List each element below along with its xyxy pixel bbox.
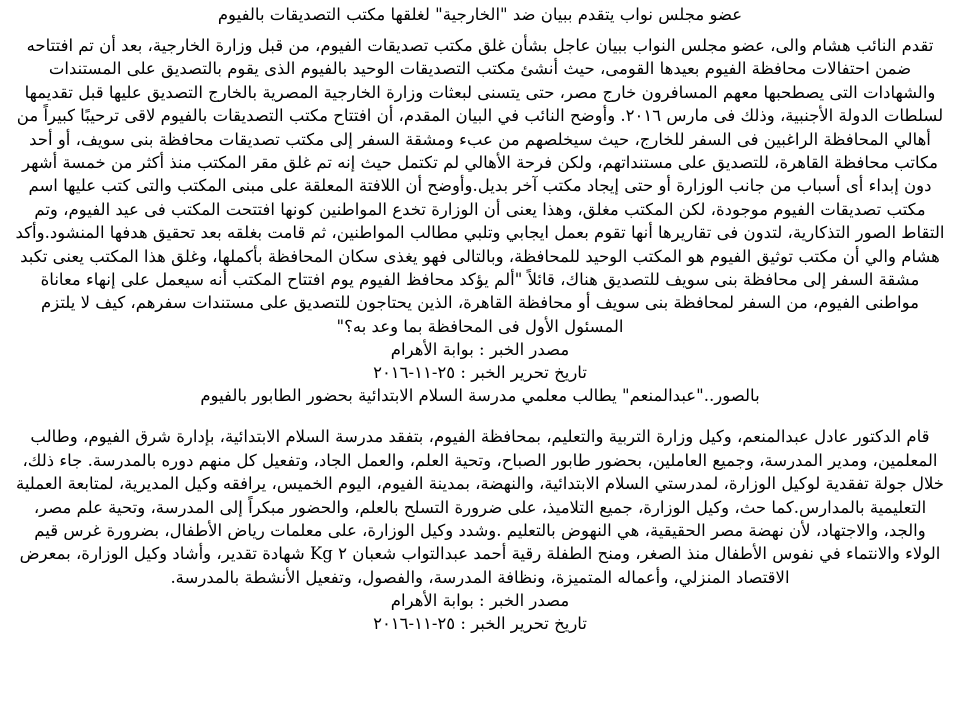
article-date: تاريخ تحرير الخبر : ٢٥-١١-٢٠١٦ bbox=[373, 363, 587, 383]
article-date: تاريخ تحرير الخبر : ٢٥-١١-٢٠١٦ bbox=[373, 614, 587, 634]
article-body: قام الدكتور عادل عبدالمنعم، وكيل وزارة التربية والتعليم، بمحافظة الفيوم، بتفقد مدرسة السلام الابتدائية، بإدارة شرق الفيوم، وطالب المعلمين، ومدير المدرسة، وجميع العاملين، بحضور طابور الصباح، وتحية العلم، والعمل الجاد، وتفعيل كل منهم دوره بالمدرسة. جاء ذلك، خلال جولة تفقدية لوكيل الوزارة، لمدرستي السلام الابتدائية، والنهضة، بمدينة الفيوم، اليوم الخميس، يرافقه وكيل المديرية، لمتابعة العملية التعليمية بالمدارس.كما حث، وكيل الوزارة، جميع التلاميذ، على ضرورة التسلح بالعلم، والحضور مبكراً إلى المدرسة، وتحية علم مصر، والجد، والاجتهاد، لأن نهضة مصر الحقيقية، هي النهوض بالتعليم .وشدد وكيل الوزارة، على معلمات رياض الأطفال، بضرورة غرس قيم الولاء والانتماء في نفوس الأطفال منذ الصغر، ومنح الطفلة رقية أحمد عبدالتواب شعبان ٢ Kg شهادة تقدير، وأشاد وكيل الوزارة، بمعرض الاقتصاد المنزلي، وأعماله المتميزة، ونظافة المدرسة، والفصول، وتفعيل الأنشطة بالمدرسة. bbox=[15, 427, 944, 587]
article-source: مصدر الخبر : بوابة الأهرام bbox=[390, 340, 570, 360]
article-source: مصدر الخبر : بوابة الأهرام bbox=[390, 591, 570, 611]
article-body: تقدم النائب هشام والى، عضو مجلس النواب ببيان عاجل بشأن غلق مكتب تصديقات الفيوم، من قبل وزارة الخارجية، بعد أن تم افتتاحه ضمن احتفالات محافظة الفيوم بعيدها القومى، حيث أنشئ مكتب التصديقات الوحيد بالفيوم الذى يقوم بالتصديق على المستندات والشهادات التى يصطحبها معهم المسافرون خارج مصر، حتى يتسنى لبعثات وزارة الخارجية المصرية بالخارج التصديق عليها قبل تقديمها لسلطات الدولة الأجنبية، وذلك فى مارس ٢٠١٦. وأوضح النائب في البيان المقدم، أن افتتاح مكتب التصديقات بالفيوم لاقى ترحيبًا كبيراً من أهالي المحافظة الراغبين فى السفر للخارج، حيث سيخلصهم من عبء ومشقة السفر إلى مكتب تصديقات محافظة بنى سويف، أو أحد مكاتب محافظة القاهرة، للتصديق على مستنداتهم، ولكن فرحة الأهالي لم تكتمل حيث إنه تم غلق مقر المكتب منذ أكثر من خمسة أشهر دون إبداء أى أسباب من جانب الوزارة أو حتى إيجاد مكتب آخر بديل.وأوضح أن اللافتة المعلقة على مبنى المكتب والتى كتب عليها اسم مكتب تصديقات الفيوم موجودة، لكن المكتب مغلق، وهذا يعنى أن الوزارة تخدع المواطنين كونها افتتحت المكتب فى عيد الفيوم، وتم التقاط الصور التذكارية، لتدون فى تقاريرها أنها تقوم بعمل ايجابي وتلبي مطالب المواطنين، ثم قامت بغلقه بعد تحقيق هدفها المنشود.وأكد هشام والي أن مكتب توثيق الفيوم هو المكتب الوحيد للمحافظة، وبالتالى فهو يغذى سكان المحافظة بأكملها، وغلق هذا المكتب يعنى تكبد مشقة السفر إلى محافظة بنى سويف للتصديق هناك، قائلاً "ألم يؤكد محافظ الفيوم يوم افتتاح المكتب أنه سيعمل على إنهاء معاناة مواطنى الفيوم، من السفر لمحافظة بنى سويف أو محافظة القاهرة، الذين يحتاجون للتصديق على مستندات سفرهم، كيف لا يلتزم المسئول الأول فى المحافظة بما وعد به؟" bbox=[15, 36, 945, 336]
article-title: عضو مجلس نواب يتقدم ببيان ضد "الخارجية" لغلقها مكتب التصديقات بالفيوم bbox=[217, 5, 743, 24]
section-spacer bbox=[14, 407, 946, 425]
article-title: بالصور.."عبدالمنعم" يطالب معلمي مدرسة السلام الابتدائية بحضور الطابور بالفيوم bbox=[200, 386, 760, 406]
article-fayoum-certifications bbox=[14, 4, 946, 384]
article-salam-school bbox=[14, 384, 946, 635]
